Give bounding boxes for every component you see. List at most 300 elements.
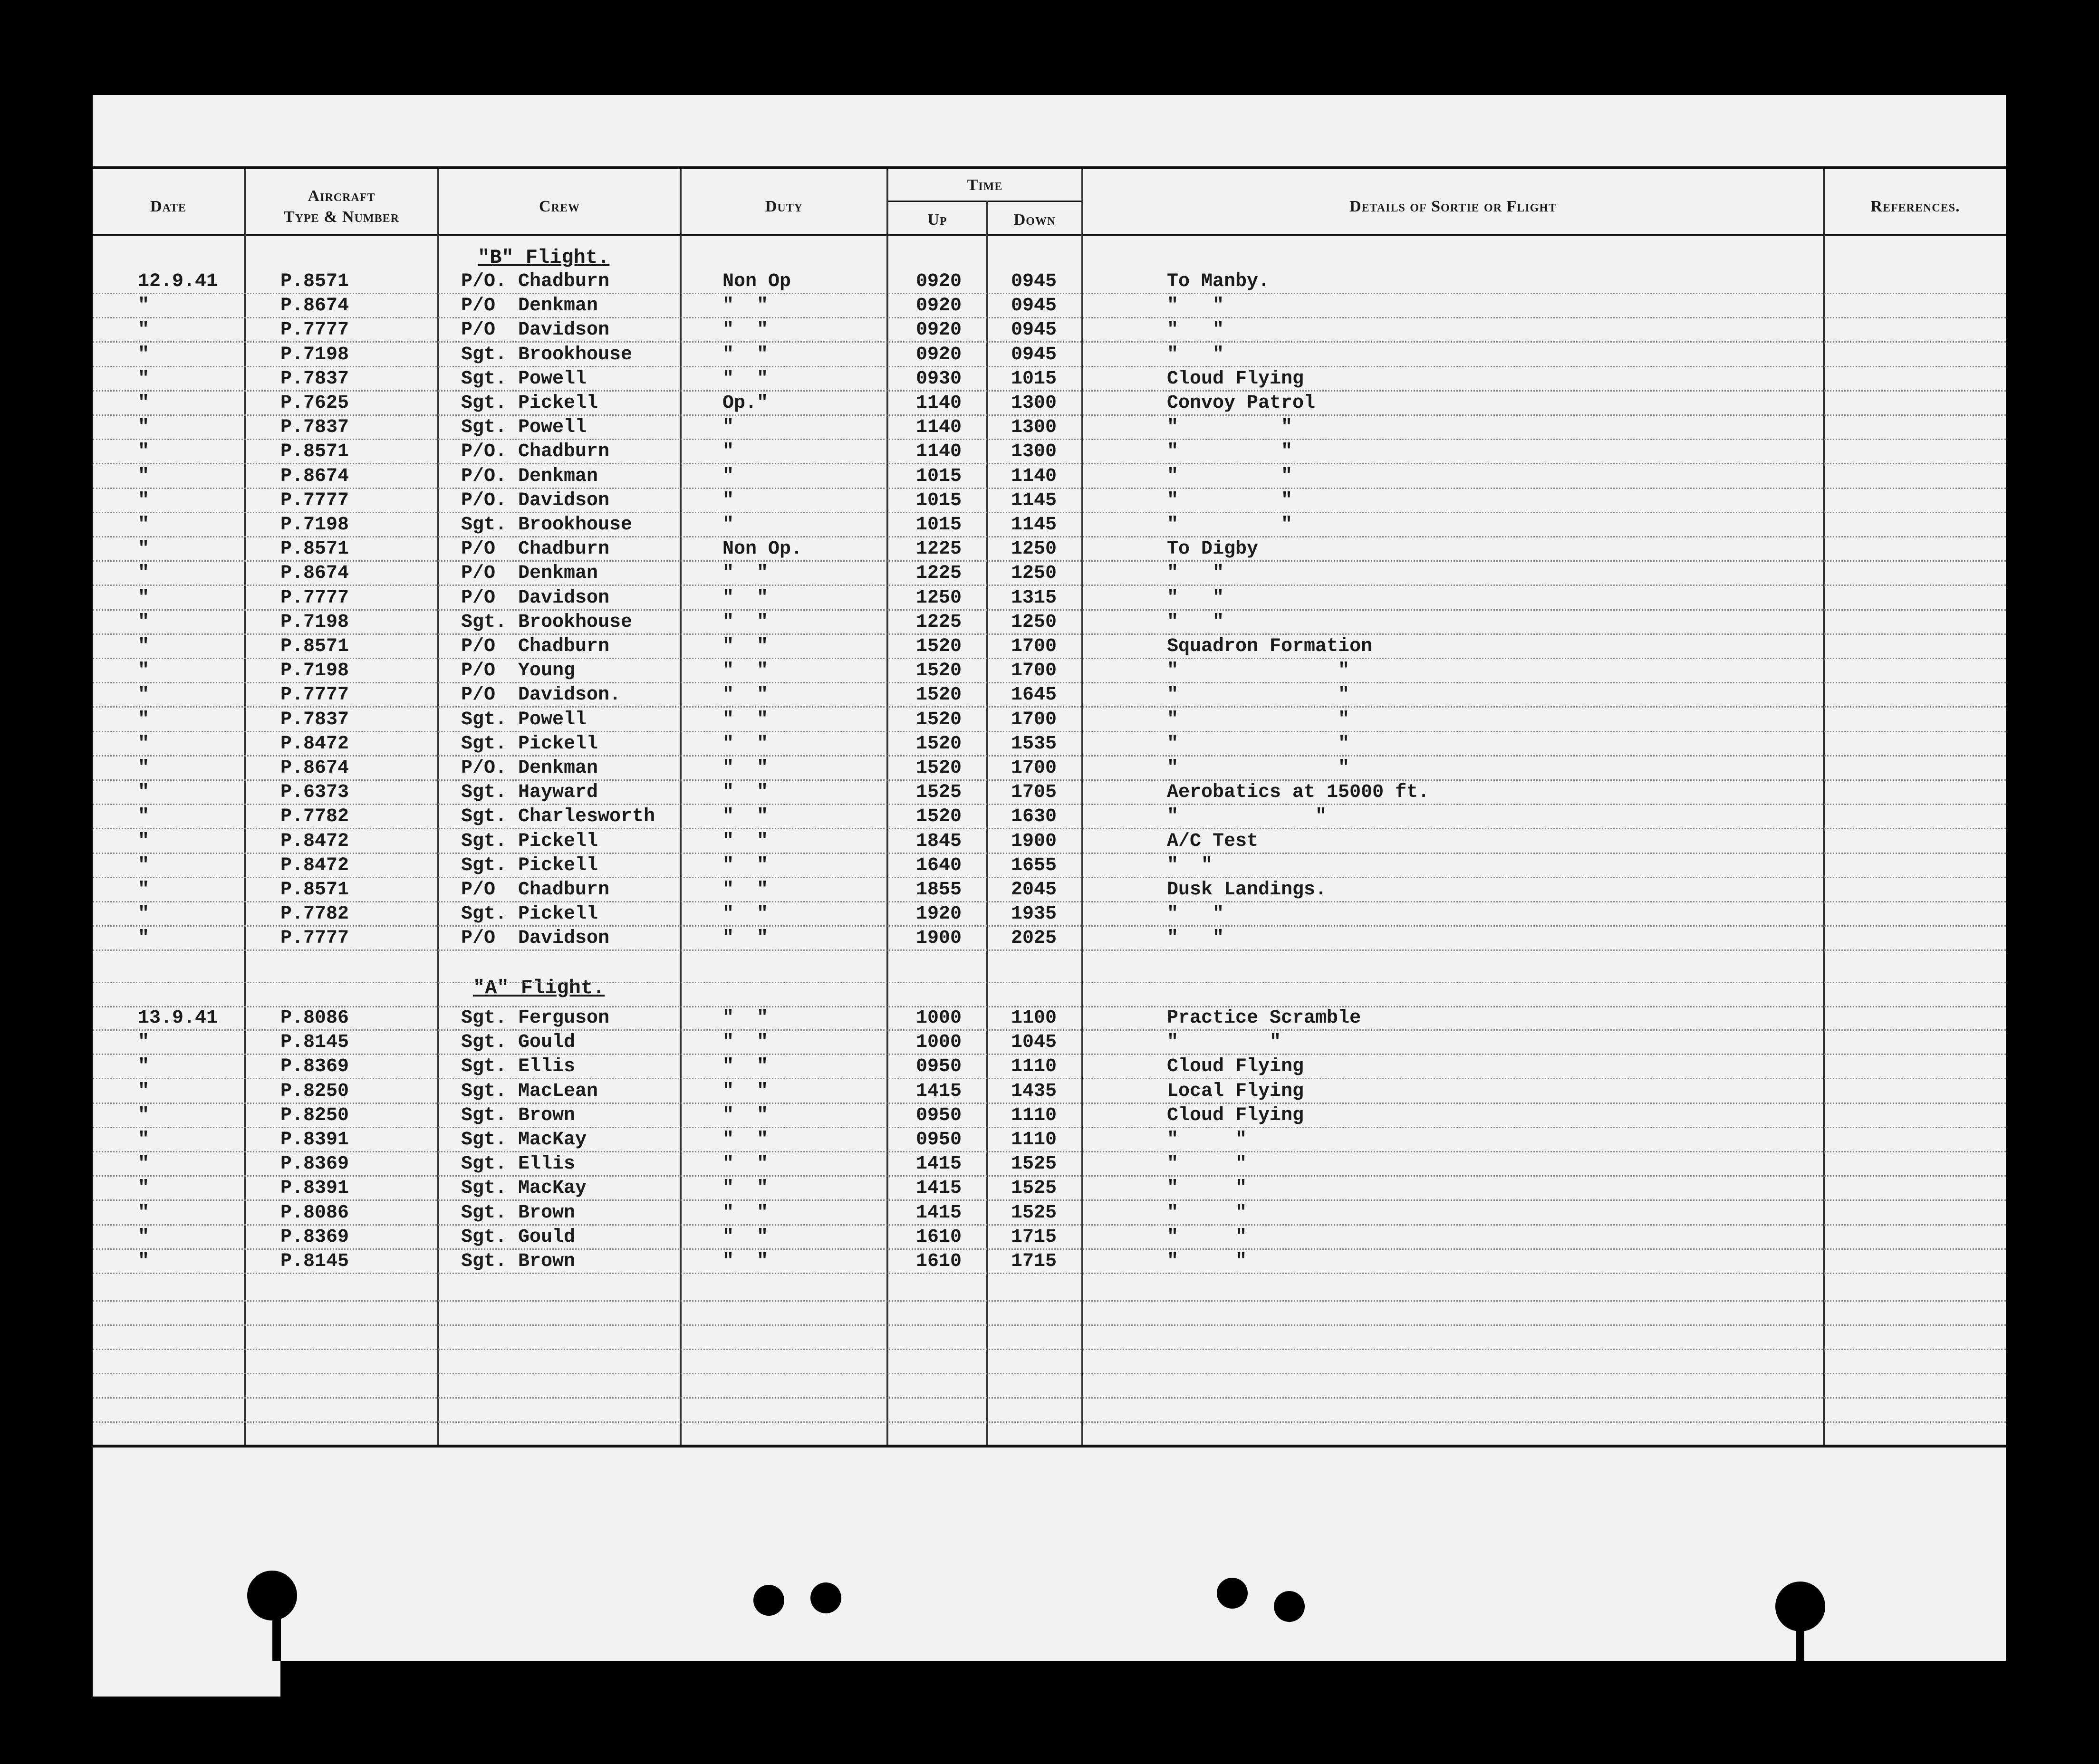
crew-cell: Sgt. Ferguson — [461, 1007, 610, 1029]
aircraft-cell: P.8674 — [280, 563, 349, 585]
date-cell: " — [138, 538, 150, 560]
details-cell: " " — [1167, 319, 1224, 341]
time-up-cell: 1520 — [915, 806, 962, 828]
date-cell: " — [138, 611, 150, 633]
table-row — [93, 1224, 2006, 1250]
time-up-cell: 1415 — [915, 1153, 962, 1175]
duty-cell: " " — [722, 1129, 769, 1150]
crew-cell: P/O. Davidson — [461, 489, 610, 511]
table-row — [93, 560, 2006, 586]
time-down-cell: 1630 — [1011, 806, 1057, 828]
duty-cell: " — [722, 465, 734, 487]
header-aircraft-line1: Aircraft — [308, 187, 376, 205]
table-row — [93, 877, 2006, 902]
details-cell: Squadron Formation — [1167, 636, 1373, 657]
empty-row — [93, 1276, 2006, 1302]
table-row — [93, 1102, 2006, 1128]
time-down-cell: 1045 — [1011, 1032, 1057, 1054]
time-down-cell: 1100 — [1011, 1007, 1057, 1029]
aircraft-cell: P.8086 — [280, 1202, 349, 1224]
time-down-cell: 0945 — [1011, 319, 1057, 341]
time-up-cell: 1015 — [915, 489, 962, 511]
table-row — [93, 439, 2006, 464]
crew-cell: P/O Chadburn — [461, 879, 610, 901]
details-cell: Dusk Landings. — [1167, 879, 1327, 901]
table-row — [93, 633, 2006, 659]
details-cell: " " — [1167, 1226, 1247, 1248]
time-up-cell: 1520 — [915, 757, 962, 779]
duty-cell: " " — [722, 1056, 769, 1078]
time-up-cell: 1845 — [915, 830, 962, 852]
date-cell: " — [138, 636, 150, 657]
aircraft-cell: P.7777 — [280, 489, 349, 511]
duty-cell: " " — [722, 684, 769, 706]
table-row — [93, 366, 2006, 392]
duty-cell: " " — [722, 928, 769, 949]
duty-cell: " " — [722, 1080, 769, 1102]
header-details: Details of Sortie or Flight — [1349, 198, 1557, 215]
aircraft-cell: P.8571 — [280, 538, 349, 560]
empty-row — [93, 1324, 2006, 1350]
duty-cell: " " — [722, 733, 769, 755]
time-up-cell: 1415 — [915, 1202, 962, 1224]
date-cell: " — [138, 587, 150, 609]
time-up-cell: 0950 — [915, 1104, 962, 1126]
date-cell: " — [138, 1178, 150, 1199]
table-row — [93, 925, 2006, 951]
table-row — [93, 414, 2006, 440]
crew-cell: Sgt. Brown — [461, 1202, 576, 1224]
details-cell: " " — [1167, 295, 1224, 317]
time-down-cell: 1300 — [1011, 441, 1057, 463]
details-cell: Practice Scramble — [1167, 1007, 1361, 1029]
table-row — [93, 1200, 2006, 1226]
aircraft-cell: P.8571 — [280, 271, 349, 292]
punch-hole — [1775, 1582, 1825, 1631]
duty-cell: " " — [722, 295, 769, 317]
details-cell: A/C Test — [1167, 830, 1259, 852]
duty-cell: Non Op — [722, 271, 791, 292]
aircraft-cell: P.8369 — [280, 1153, 349, 1175]
crew-cell: P/O Davidson. — [461, 684, 621, 706]
time-down-cell: 1700 — [1011, 757, 1057, 779]
date-cell: " — [138, 295, 150, 317]
crew-cell: P/O. Chadburn — [461, 271, 610, 292]
time-up-cell: 1000 — [915, 1007, 962, 1029]
time-down-cell: 1250 — [1011, 538, 1057, 560]
aircraft-cell: P.8674 — [280, 465, 349, 487]
date-cell: " — [138, 782, 150, 804]
crew-cell: Sgt. Brookhouse — [461, 344, 633, 365]
punch-notch — [1796, 1625, 1804, 1661]
duty-cell: " " — [722, 1226, 769, 1248]
duty-cell: " " — [722, 1007, 769, 1029]
crew-cell: Sgt. Powell — [461, 709, 587, 730]
time-up-cell: 1140 — [915, 441, 962, 463]
time-down-cell: 1935 — [1011, 903, 1057, 925]
details-cell: " " — [1167, 1129, 1247, 1150]
details-cell: " " — [1167, 344, 1224, 365]
aircraft-cell: P.7198 — [280, 514, 349, 536]
header-up: Up — [927, 211, 947, 229]
details-cell: To Manby. — [1167, 271, 1270, 292]
table-row — [93, 779, 2006, 805]
duty-cell: " " — [722, 611, 769, 633]
crew-cell: Sgt. Gould — [461, 1226, 576, 1248]
details-cell: Convoy Patrol — [1167, 393, 1316, 414]
crew-cell: P/O Chadburn — [461, 538, 610, 560]
time-down-cell: 1700 — [1011, 709, 1057, 730]
aircraft-cell: P.7777 — [280, 928, 349, 949]
date-cell: " — [138, 709, 150, 730]
date-cell: " — [138, 489, 150, 511]
time-up-cell: 0930 — [915, 368, 962, 390]
time-up-cell: 1415 — [915, 1080, 962, 1102]
details-cell: To Digby — [1167, 538, 1259, 560]
aircraft-cell: P.7782 — [280, 903, 349, 925]
duty-cell: " " — [722, 1202, 769, 1224]
time-up-cell: 0920 — [915, 271, 962, 292]
aircraft-cell: P.8086 — [280, 1007, 349, 1029]
header-date: Date — [150, 198, 187, 215]
crew-cell: Sgt. Hayward — [461, 782, 598, 804]
time-up-cell: 1520 — [915, 636, 962, 657]
table-row — [93, 488, 2006, 513]
duty-cell: " — [722, 441, 734, 463]
time-down-cell: 1645 — [1011, 684, 1057, 706]
table-row — [93, 901, 2006, 927]
details-cell: " " — [1167, 660, 1350, 682]
date-cell: " — [138, 1153, 150, 1175]
aircraft-cell: P.8571 — [280, 636, 349, 657]
aircraft-cell: P.8472 — [280, 733, 349, 755]
details-cell: " " — [1167, 854, 1213, 876]
time-down-cell: 1705 — [1011, 782, 1057, 804]
crew-cell: Sgt. Brookhouse — [461, 514, 633, 536]
date-cell: " — [138, 830, 150, 852]
header-aircraft-line2: Type & Number — [284, 208, 399, 226]
date-cell: 13.9.41 — [138, 1007, 218, 1029]
aircraft-cell: P.8571 — [280, 441, 349, 463]
date-cell: 12.9.41 — [138, 271, 218, 292]
duty-cell: " " — [722, 709, 769, 730]
punch-hole — [753, 1585, 784, 1616]
table-row — [93, 1248, 2006, 1274]
duty-cell: Op." — [722, 393, 769, 414]
crew-cell: Sgt. Brown — [461, 1251, 576, 1272]
details-cell: " " — [1167, 928, 1224, 949]
empty-row — [93, 1373, 2006, 1399]
time-down-cell: 1145 — [1011, 489, 1057, 511]
date-cell: " — [138, 660, 150, 682]
time-up-cell: 1855 — [915, 879, 962, 901]
details-cell: " " — [1167, 806, 1327, 828]
time-down-cell: 1535 — [1011, 733, 1057, 755]
date-cell: " — [138, 1056, 150, 1078]
empty-row — [93, 1397, 2006, 1423]
table-row — [93, 1127, 2006, 1152]
date-cell: " — [138, 417, 150, 439]
table-row — [93, 1029, 2006, 1055]
details-cell: " " — [1167, 757, 1350, 779]
time-down-cell: 1110 — [1011, 1104, 1057, 1126]
time-down-cell: 1110 — [1011, 1129, 1057, 1150]
crew-cell: Sgt. Brown — [461, 1104, 576, 1126]
duty-cell: " " — [722, 1178, 769, 1199]
details-cell: " " — [1167, 563, 1224, 585]
aircraft-cell: P.6373 — [280, 782, 349, 804]
time-up-cell: 1920 — [915, 903, 962, 925]
crew-cell: P/O Chadburn — [461, 636, 610, 657]
table-row — [93, 1054, 2006, 1079]
time-down-cell: 1700 — [1011, 636, 1057, 657]
crew-cell: Sgt. Pickell — [461, 854, 598, 876]
section-a-flight: "A" Flight. — [473, 977, 605, 999]
duty-cell: " — [722, 417, 734, 439]
date-cell: " — [138, 733, 150, 755]
table-row — [93, 463, 2006, 489]
time-up-cell: 0920 — [915, 319, 962, 341]
duty-cell: " " — [722, 587, 769, 609]
date-cell: " — [138, 1202, 150, 1224]
aircraft-cell: P.8472 — [280, 830, 349, 852]
duty-cell: " " — [722, 1153, 769, 1175]
aircraft-cell: P.8145 — [280, 1251, 349, 1272]
aircraft-cell: P.7777 — [280, 587, 349, 609]
empty-row — [93, 1300, 2006, 1326]
crew-cell: P/O Young — [461, 660, 576, 682]
date-cell: " — [138, 1226, 150, 1248]
time-up-cell: 1520 — [915, 660, 962, 682]
time-down-cell: 1900 — [1011, 830, 1057, 852]
date-cell: " — [138, 903, 150, 925]
table-row — [93, 342, 2006, 367]
details-cell: " " — [1167, 1251, 1247, 1272]
time-down-cell: 1525 — [1011, 1178, 1057, 1199]
table-row — [93, 1151, 2006, 1177]
table-row — [93, 853, 2006, 878]
aircraft-cell: P.8250 — [280, 1080, 349, 1102]
header-time: Time — [967, 176, 1003, 194]
time-up-cell: 1225 — [915, 538, 962, 560]
table-row — [93, 1175, 2006, 1201]
duty-cell: " " — [722, 636, 769, 657]
crew-cell: Sgt. Ellis — [461, 1056, 576, 1078]
crew-cell: Sgt. Charlesworth — [461, 806, 655, 828]
crew-cell: P/O. Denkman — [461, 465, 598, 487]
table-row — [93, 658, 2006, 683]
time-down-cell: 1250 — [1011, 611, 1057, 633]
duty-cell: " — [722, 489, 734, 511]
aircraft-cell: P.7198 — [280, 611, 349, 633]
details-cell: " " — [1167, 684, 1350, 706]
details-cell: Cloud Flying — [1167, 368, 1304, 390]
table-row — [93, 536, 2006, 562]
time-down-cell: 1250 — [1011, 563, 1057, 585]
aircraft-cell: P.8571 — [280, 879, 349, 901]
header-references: References. — [1870, 198, 1960, 215]
time-up-cell: 1520 — [915, 709, 962, 730]
crew-cell: P/O. Denkman — [461, 757, 598, 779]
crew-cell: P/O Denkman — [461, 295, 598, 317]
time-up-cell: 1015 — [915, 514, 962, 536]
date-cell: " — [138, 465, 150, 487]
time-down-cell: 0945 — [1011, 344, 1057, 365]
time-down-cell: 1655 — [1011, 854, 1057, 876]
table-row — [93, 512, 2006, 537]
time-up-cell: 1610 — [915, 1251, 962, 1272]
details-cell: " " — [1167, 1202, 1247, 1224]
date-cell: " — [138, 854, 150, 876]
details-cell: " " — [1167, 1153, 1247, 1175]
time-down-cell: 1715 — [1011, 1226, 1057, 1248]
date-cell: " — [138, 806, 150, 828]
time-up-cell: 1525 — [915, 782, 962, 804]
time-up-cell: 1640 — [915, 854, 962, 876]
crew-cell: Sgt. Ellis — [461, 1153, 576, 1175]
table-row — [93, 585, 2006, 611]
time-down-cell: 1700 — [1011, 660, 1057, 682]
table-row — [93, 1005, 2006, 1031]
duty-cell: " " — [722, 368, 769, 390]
date-cell: " — [138, 928, 150, 949]
details-cell: Local Flying — [1167, 1080, 1304, 1102]
duty-cell: " " — [722, 782, 769, 804]
duty-cell: " " — [722, 806, 769, 828]
time-down-cell: 1015 — [1011, 368, 1057, 390]
time-down-cell: 1315 — [1011, 587, 1057, 609]
time-down-cell: 1300 — [1011, 417, 1057, 439]
duty-cell: " " — [722, 563, 769, 585]
aircraft-cell: P.7198 — [280, 344, 349, 365]
aircraft-cell: P.7782 — [280, 806, 349, 828]
details-cell: " " — [1167, 465, 1293, 487]
crew-cell: Sgt. Pickell — [461, 733, 598, 755]
crew-cell: Sgt. MacKay — [461, 1129, 587, 1150]
time-down-cell: 1145 — [1011, 514, 1057, 536]
crew-cell: Sgt. MacKay — [461, 1178, 587, 1199]
record-sheet — [93, 95, 2006, 1661]
details-cell: " " — [1167, 903, 1224, 925]
date-cell: " — [138, 757, 150, 779]
aircraft-cell: P.8145 — [280, 1032, 349, 1054]
crew-cell: P/O Davidson — [461, 587, 610, 609]
punch-hole — [247, 1571, 297, 1620]
details-cell: " " — [1167, 489, 1293, 511]
time-down-cell: 1525 — [1011, 1153, 1057, 1175]
table-row — [93, 828, 2006, 854]
time-up-cell: 1520 — [915, 684, 962, 706]
details-cell: " " — [1167, 1032, 1281, 1054]
crew-cell: Sgt. Pickell — [461, 830, 598, 852]
time-down-cell: 0945 — [1011, 295, 1057, 317]
details-cell: Cloud Flying — [1167, 1104, 1304, 1126]
time-down-cell: 2025 — [1011, 928, 1057, 949]
table-row — [93, 609, 2006, 635]
header-duty: Duty — [765, 198, 803, 215]
crew-cell: Sgt. Pickell — [461, 903, 598, 925]
table-row — [93, 804, 2006, 829]
time-down-cell: 1140 — [1011, 465, 1057, 487]
aircraft-cell: P.7837 — [280, 709, 349, 730]
duty-cell: " " — [722, 344, 769, 365]
time-up-cell: 1225 — [915, 563, 962, 585]
duty-cell: " " — [722, 1104, 769, 1126]
date-cell: " — [138, 1251, 150, 1272]
aircraft-cell: P.7837 — [280, 417, 349, 439]
date-cell: " — [138, 1080, 150, 1102]
aircraft-cell: P.8391 — [280, 1129, 349, 1150]
aircraft-cell: P.8250 — [280, 1104, 349, 1126]
time-up-cell: 1000 — [915, 1032, 962, 1054]
details-cell: " " — [1167, 441, 1293, 463]
empty-row — [93, 958, 2006, 983]
time-up-cell: 1015 — [915, 465, 962, 487]
time-up-cell: 1415 — [915, 1178, 962, 1199]
header-crew: Crew — [539, 198, 580, 215]
aircraft-cell: P.7777 — [280, 319, 349, 341]
details-cell: Aerobatics at 15000 ft. — [1167, 782, 1430, 804]
aircraft-cell: P.8674 — [280, 295, 349, 317]
time-down-cell: 1715 — [1011, 1251, 1057, 1272]
aircraft-cell: P.8369 — [280, 1056, 349, 1078]
date-cell: " — [138, 1032, 150, 1054]
date-cell: " — [138, 514, 150, 536]
table-row — [93, 268, 2006, 294]
section-b-flight: "B" Flight. — [478, 246, 610, 269]
time-up-cell: 1610 — [915, 1226, 962, 1248]
time-up-cell: 0950 — [915, 1129, 962, 1150]
aircraft-cell: P.7198 — [280, 660, 349, 682]
crew-cell: Sgt. Powell — [461, 368, 587, 390]
time-up-cell: 1140 — [915, 417, 962, 439]
date-cell: " — [138, 563, 150, 585]
details-cell: " " — [1167, 514, 1293, 536]
details-cell: " " — [1167, 733, 1350, 755]
table-row — [93, 682, 2006, 708]
duty-cell: " " — [722, 660, 769, 682]
table-row — [93, 1078, 2006, 1104]
time-down-cell: 0945 — [1011, 271, 1057, 292]
time-up-cell: 0920 — [915, 344, 962, 365]
crew-cell: Sgt. Gould — [461, 1032, 576, 1054]
duty-cell: " " — [722, 757, 769, 779]
time-down-cell: 1300 — [1011, 393, 1057, 414]
time-up-cell: 0920 — [915, 295, 962, 317]
aircraft-cell: P.7837 — [280, 368, 349, 390]
time-down-cell: 2045 — [1011, 879, 1057, 901]
punch-hole — [810, 1582, 841, 1613]
date-cell: " — [138, 393, 150, 414]
duty-cell: " " — [722, 1251, 769, 1272]
empty-row — [93, 1349, 2006, 1374]
crew-cell: Sgt. Powell — [461, 417, 587, 439]
crew-cell: Sgt. Brookhouse — [461, 611, 633, 633]
time-up-cell: 1250 — [915, 587, 962, 609]
crew-cell: Sgt. MacLean — [461, 1080, 598, 1102]
date-cell: " — [138, 441, 150, 463]
aircraft-cell: P.8674 — [280, 757, 349, 779]
date-cell: " — [138, 1104, 150, 1126]
aircraft-cell: P.7777 — [280, 684, 349, 706]
time-up-cell: 1900 — [915, 928, 962, 949]
date-cell: " — [138, 684, 150, 706]
aircraft-cell: P.8369 — [280, 1226, 349, 1248]
date-cell: " — [138, 368, 150, 390]
date-cell: " — [138, 1129, 150, 1150]
duty-cell: " " — [722, 319, 769, 341]
table-row — [93, 390, 2006, 416]
